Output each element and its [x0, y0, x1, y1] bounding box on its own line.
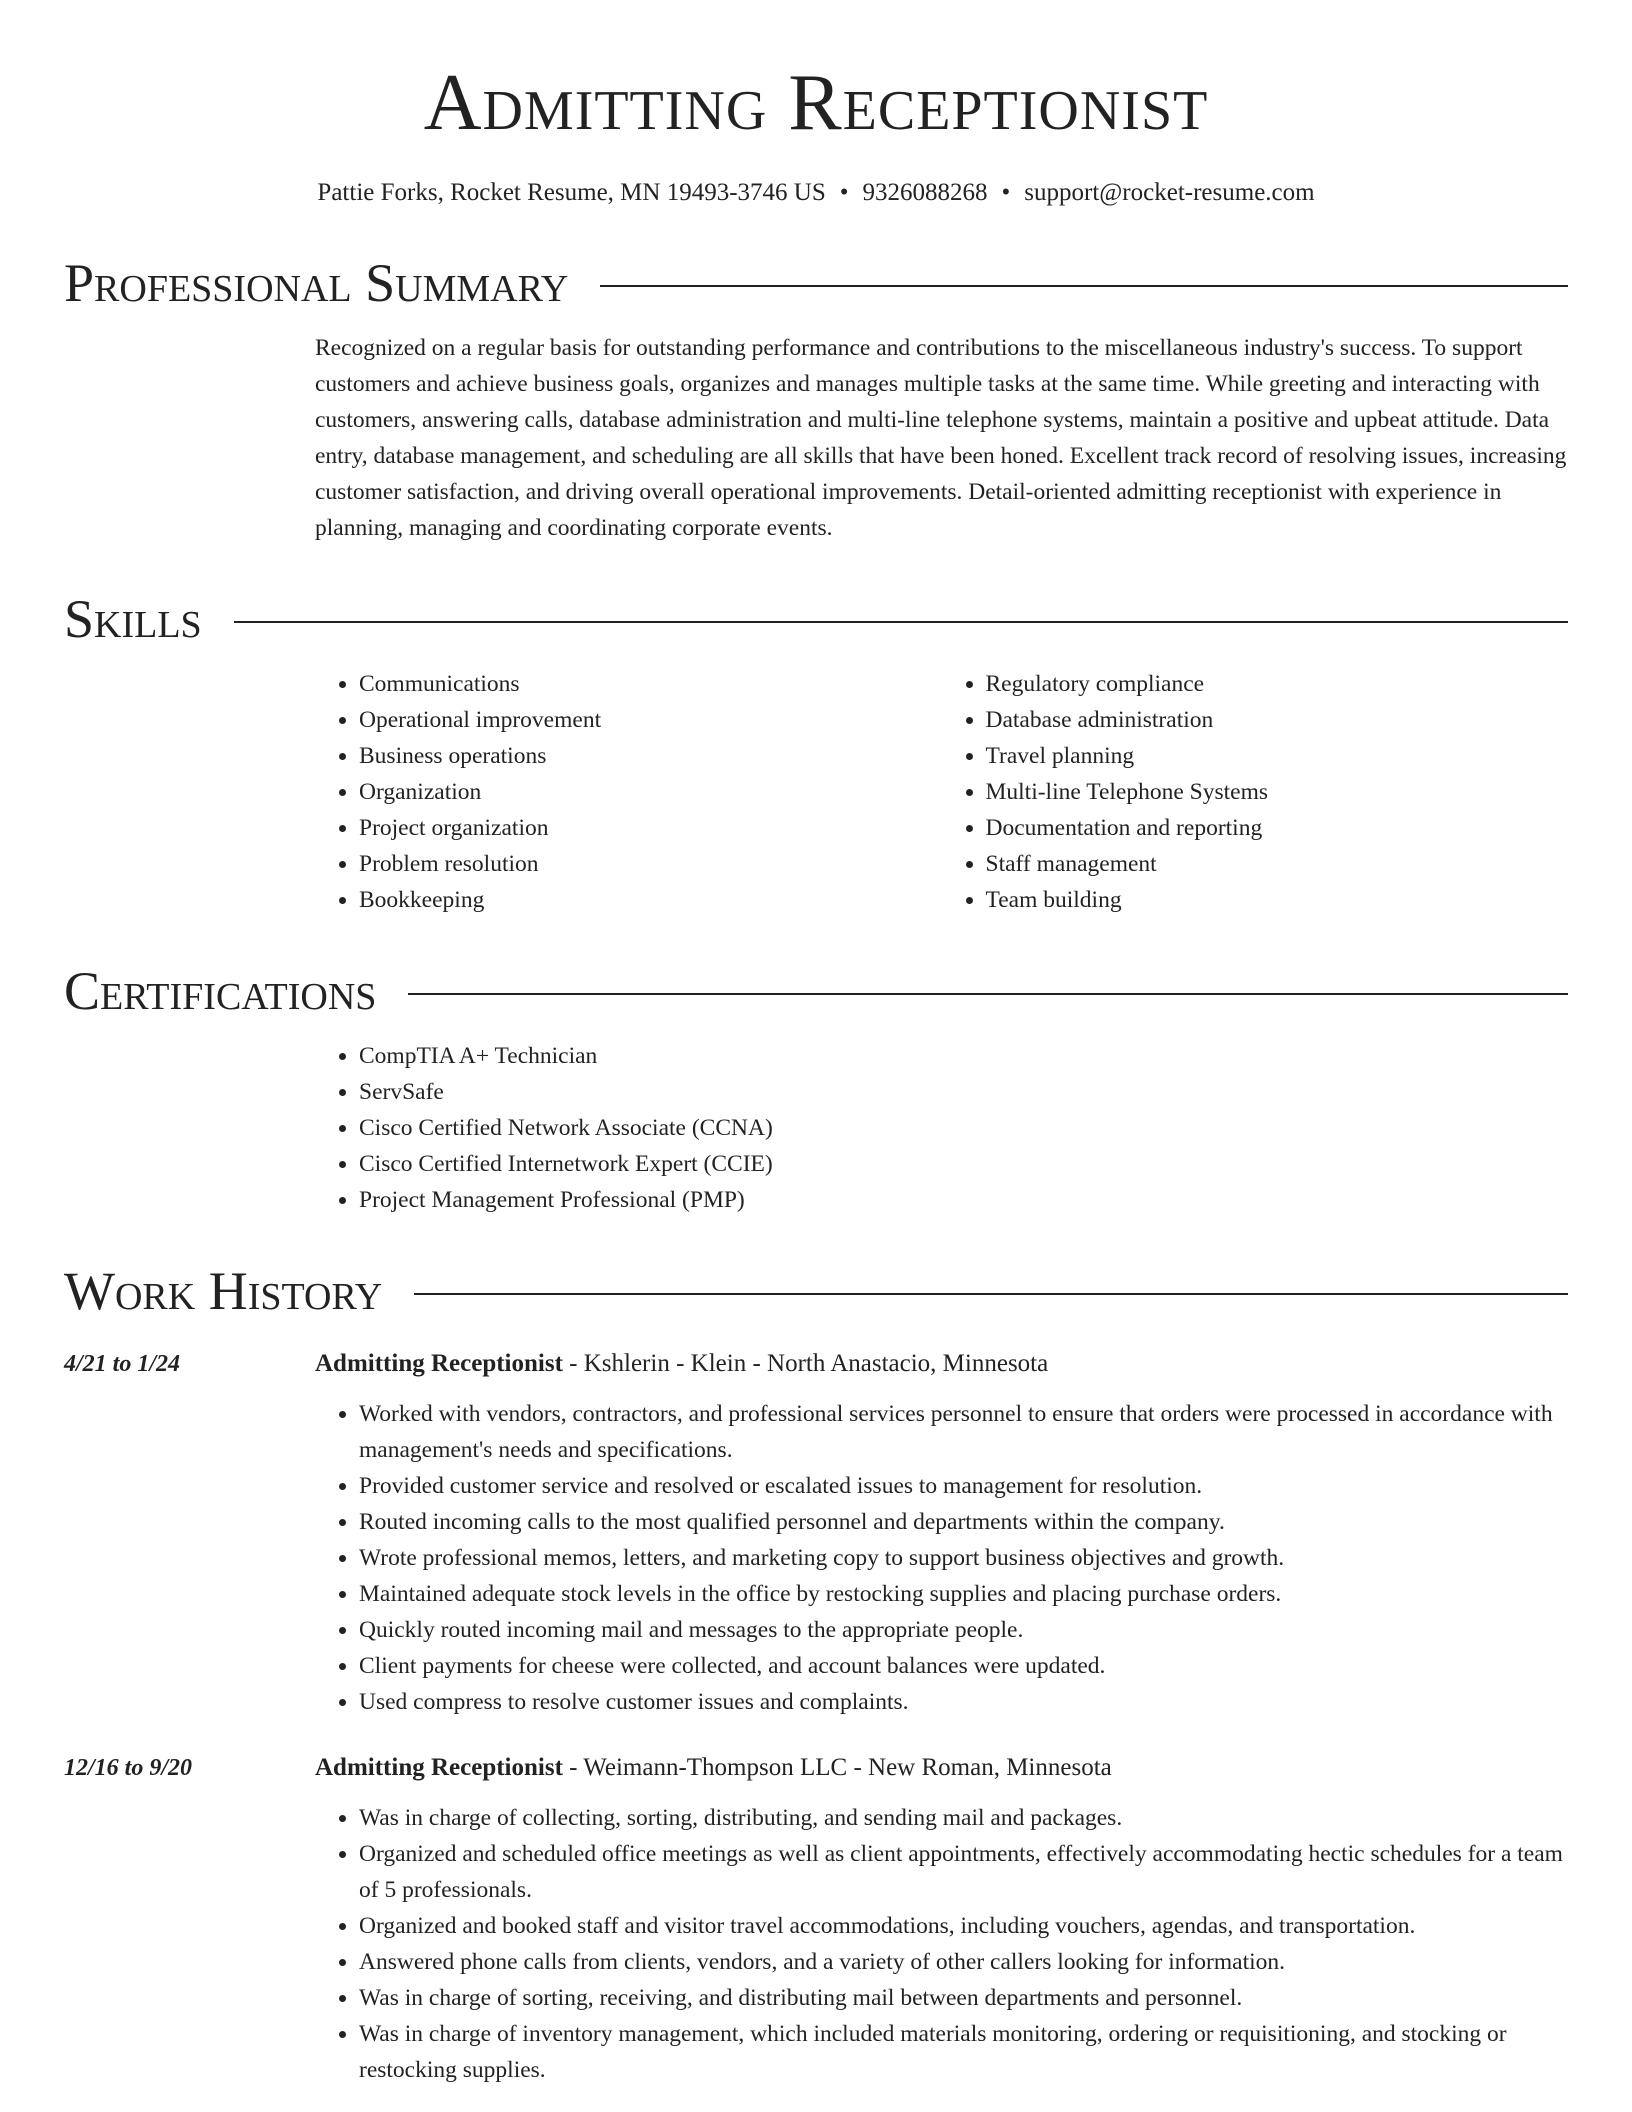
section-divider	[234, 621, 1568, 623]
summary-section-header	[64, 250, 1568, 316]
certification-item: • Cisco Certified Internetwork Expert (CCIE)	[359, 1146, 1568, 1182]
section-divider	[600, 285, 1568, 287]
certifications-list	[315, 1038, 1568, 1218]
skills-heading: Skills	[64, 589, 202, 649]
job-content	[315, 1346, 1568, 1720]
summary-heading: Professional Summary	[64, 253, 569, 313]
job-entry	[64, 1750, 1568, 2088]
job-bullet: • Quickly routed incoming mail and messages to the appropriate people.	[359, 1612, 1568, 1648]
job-title-line	[315, 1750, 1568, 1786]
skill-item: • Communications	[359, 666, 942, 702]
job-bullet: • Provided customer service and resolved or escalated issues to management for resolution.	[359, 1468, 1568, 1504]
skill-item: • Problem resolution	[359, 846, 942, 882]
skill-item: • Organization	[359, 774, 942, 810]
skill-item: • Multi-line Telephone Systems	[986, 774, 1569, 810]
contact-email[interactable]: support@rocket-resume.com	[1024, 179, 1315, 206]
contact-address: Pattie Forks, Rocket Resume, MN 19493-3746 US	[317, 179, 826, 206]
certifications-section-header	[64, 958, 1568, 1024]
skill-item: • Team building	[986, 882, 1569, 918]
job-bullet: • Organized and scheduled office meetings as well as client appointments, effectively accommodating hectic schedules for a team of 5 professionals.	[359, 1836, 1568, 1908]
job-bullets	[315, 1396, 1568, 1720]
skill-item: • Travel planning	[986, 738, 1569, 774]
certifications-heading: Certifications	[64, 961, 377, 1021]
job-title-line	[315, 1346, 1568, 1382]
skill-item: • Operational improvement	[359, 702, 942, 738]
job-bullet: • Worked with vendors, contractors, and professional services personnel to ensure that orders were processed in accordance with management's needs and specifications.	[359, 1396, 1568, 1468]
skills-section-header	[64, 586, 1568, 652]
skills-columns	[315, 666, 1568, 918]
job-dates: 12/16 to 9/20	[64, 1755, 193, 1781]
skill-item: • Staff management	[986, 846, 1569, 882]
contact-separator: •	[839, 179, 849, 206]
job-bullet: • Organized and booked staff and visitor travel accommodations, including vouchers, agendas, and transportation.	[359, 1908, 1568, 1944]
skill-item: • Project organization	[359, 810, 942, 846]
skill-item: • Database administration	[986, 702, 1569, 738]
job-bullet: • Wrote professional memos, letters, and marketing copy to support business objectives and growth.	[359, 1540, 1568, 1576]
job-title: Admitting Receptionist	[315, 1350, 563, 1377]
skills-list-right	[942, 666, 1569, 918]
job-bullet: • Maintained adequate stock levels in the office by restocking supplies and placing purchase orders.	[359, 1576, 1568, 1612]
job-content	[315, 1750, 1568, 2088]
job-company: - Weimann-Thompson LLC - New Roman, Minnesota	[562, 1754, 1112, 1781]
job-bullet: • Routed incoming calls to the most qualified personnel and departments within the company.	[359, 1504, 1568, 1540]
contact-line	[64, 176, 1568, 210]
candidate-name: Admitting Receptionist	[423, 59, 1209, 147]
contact-separator: •	[1001, 179, 1011, 206]
certifications-block	[315, 1038, 1568, 1218]
skills-list-left	[315, 666, 942, 918]
job-entry	[64, 1346, 1568, 1720]
summary-text: Recognized on a regular basis for outstanding performance and contributions to the miscellaneous industry's success. To support customers and achieve business goals, organizes and manages multiple tasks at the same time. While greeting and interacting with customers, answering calls, database administration and multi-line telephone systems, maintain a positive and upbeat attitude. Data entry, database management, and scheduling are all skills that have been honed. Excellent track record of resolving issues, increasing customer satisfaction, and driving overall operational improvements. Detail-oriented admitting receptionist with experience in planning, managing and coordinating corporate events.	[315, 335, 1567, 541]
certification-item: • Project Management Professional (PMP)	[359, 1182, 1568, 1218]
job-bullet: • Was in charge of inventory management, which included materials monitoring, ordering or requisitioning, and stocking or restocking supplies.	[359, 2016, 1568, 2088]
skill-item: • Regulatory compliance	[986, 666, 1569, 702]
job-company: - Kshlerin - Klein - North Anastacio, Minnesota	[562, 1350, 1049, 1377]
job-bullet: • Used compress to resolve customer issues and complaints.	[359, 1684, 1568, 1720]
section-divider	[408, 993, 1568, 995]
job-bullet: • Was in charge of collecting, sorting, distributing, and sending mail and packages.	[359, 1800, 1568, 1836]
section-divider	[414, 1293, 1568, 1295]
job-dates: 4/21 to 1/24	[64, 1351, 181, 1377]
job-bullet: • Client payments for cheese were collected, and account balances were updated.	[359, 1648, 1568, 1684]
job-title: Admitting Receptionist	[315, 1754, 563, 1781]
job-bullet: • Answered phone calls from clients, vendors, and a variety of other callers looking for information.	[359, 1944, 1568, 1980]
skill-item: • Documentation and reporting	[986, 810, 1569, 846]
skill-item: • Bookkeeping	[359, 882, 942, 918]
certification-item: • Cisco Certified Network Associate (CCNA)	[359, 1110, 1568, 1146]
contact-phone: 9326088268	[862, 179, 988, 206]
job-bullet: • Was in charge of sorting, receiving, and distributing mail between departments and personnel.	[359, 1980, 1568, 2016]
job-bullets	[315, 1800, 1568, 2088]
certification-item: • ServSafe	[359, 1074, 1568, 1110]
work-history-heading: Work History	[64, 1261, 383, 1321]
certification-item: • CompTIA A+ Technician	[359, 1038, 1568, 1074]
skill-item: • Business operations	[359, 738, 942, 774]
work-history-section-header	[64, 1258, 1568, 1324]
